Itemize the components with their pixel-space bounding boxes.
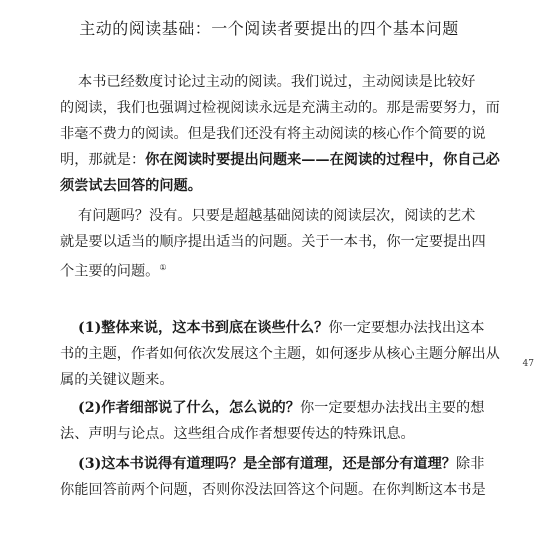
line-text: 个主要的问题。 — [60, 263, 160, 280]
text-line — [78, 72, 538, 92]
text-line — [60, 150, 520, 170]
question-heading: (3)这本书说得有道理吗？是全部有道理，还是部分有道理？ — [78, 456, 456, 472]
line-text: 非毫不费力的阅读。但是我们还没有将主动阅读的核心作个简要的说 — [60, 126, 486, 142]
question-heading: (2)作者细部说了什么，怎么说的？ — [78, 400, 300, 416]
text-line — [60, 480, 520, 500]
line-text: 属的关键议题来。 — [60, 372, 174, 388]
text-line — [60, 370, 520, 390]
line-text: 本书已经数度讨论过主动的阅读。我们说过，主动阅读是比较好 — [78, 74, 476, 90]
page-title: 主动的阅读基础：一个阅读者要提出的四个基本问题 — [79, 19, 459, 38]
footnote-mark: ① — [159, 263, 167, 272]
line-text: 的阅读，我们也强调过检视阅读永远是充满主动的。那是需要努力，而 — [60, 100, 500, 116]
page-number: 47 — [522, 359, 534, 369]
question-heading: (1)整体来说，这本书到底在谈些什么？ — [78, 320, 329, 336]
text-line — [60, 124, 520, 144]
line-text: 就是要以适当的顺序提出适当的问题。关于一本书，你一定要提出四 — [60, 234, 486, 250]
line-text: 你能回答前两个问题，否则你没法回答这个问题。在你判断这本书是 — [60, 482, 486, 498]
text-line — [60, 424, 520, 444]
bold-text: 你在阅读时要提出问题来——在阅读的过程中，你自己必 — [145, 152, 500, 168]
line-text: 除非 — [456, 456, 485, 472]
text-line — [78, 206, 538, 226]
line-text: 有问题吗？没有。只要是超越基础阅读的阅读层次，阅读的艺术 — [78, 208, 476, 224]
text-line — [60, 344, 520, 364]
line-text: 明，那就是： — [60, 152, 146, 168]
text-line — [78, 318, 538, 338]
text-line — [60, 258, 520, 282]
text-line — [60, 176, 520, 196]
text-line — [78, 454, 538, 474]
bold-text: 须尝试去回答的问题。 — [60, 178, 202, 194]
text-line — [78, 398, 538, 418]
line-text: 书的主题，作者如何依次发展这个主题，如何逐步从核心主题分解出从 — [60, 346, 500, 362]
line-text: 你一定要想办法找出这本 — [328, 320, 485, 336]
line-text: 你一定要想办法找出主要的想 — [299, 400, 485, 416]
text-line — [60, 232, 520, 252]
line-text: 法、声明与论点。这些组合成作者想要传达的特殊讯息。 — [60, 426, 415, 442]
text-line — [60, 98, 520, 118]
